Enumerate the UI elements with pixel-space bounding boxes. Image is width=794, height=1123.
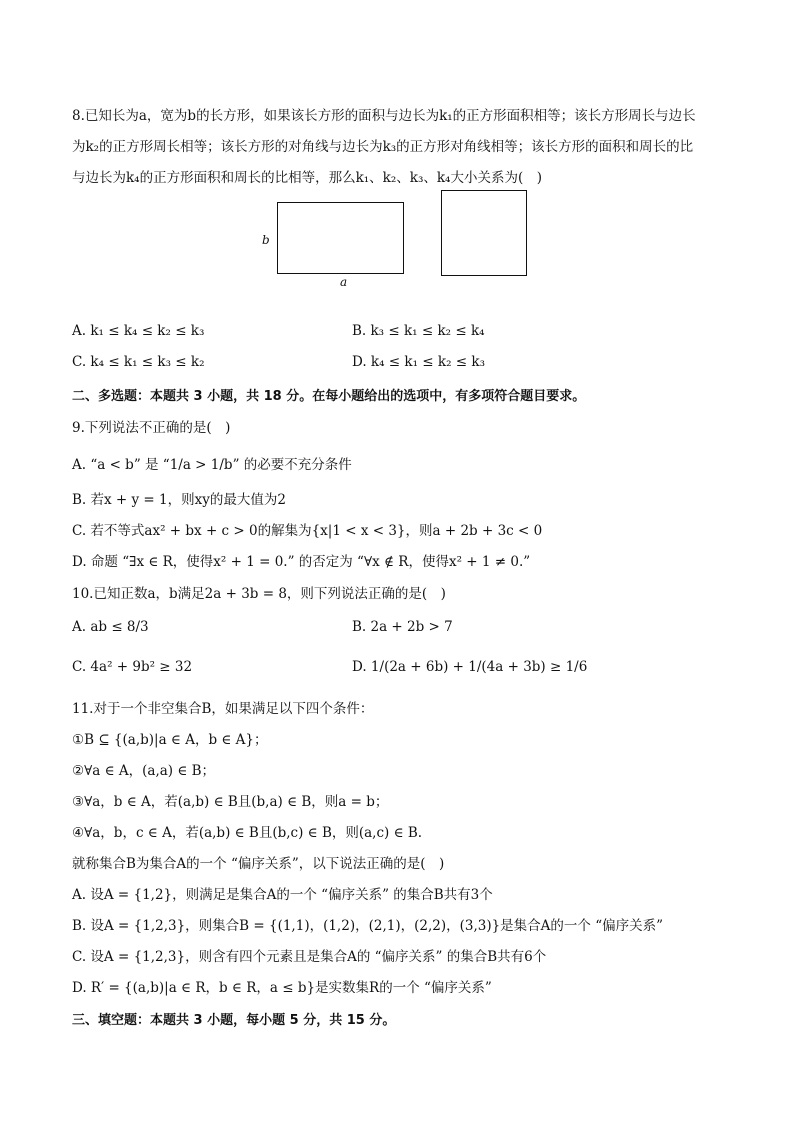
rectangle-shape <box>277 202 404 274</box>
q8-stem-line-2: 为k₂的正方形周长相等；该长方形的对角线与边长为k₃的正方形对角线相等；该长方形的面积和周长的比 <box>72 139 694 155</box>
q10-stem: 10.已知正数a，b满足2a + 3b = 8，则下列说法正确的是( ) <box>72 586 446 602</box>
q11-condition-1: ①B ⊆ {(a,b)|a ∈ A，b ∈ A}； <box>72 732 268 748</box>
q10-option-d: D. 1/(2a + 6b) + 1/(4a + 3b) ≥ 1/6 <box>352 659 588 675</box>
q8-option-b: B. k₃ ≤ k₁ ≤ k₂ ≤ k₄ <box>352 323 485 339</box>
q11-condition-3: ③∀a，b ∈ A，若(a,b) ∈ B且(b,a) ∈ B，则a = b； <box>72 794 389 810</box>
q8-option-c: C. k₄ ≤ k₁ ≤ k₃ ≤ k₂ <box>72 354 205 370</box>
q9-option-c: C. 若不等式ax² + bx + c > 0的解集为{x|1 < x < 3}，则a + 2b + 3c < 0 <box>72 523 543 539</box>
section-2-heading: 二、多选题：本题共 3 小题，共 18 分。在每小题给出的选项中，有多项符合题目要求。 <box>72 389 586 404</box>
q11-tail: 就称集合B为集合A的一个 “偏序关系”，以下说法正确的是( ) <box>72 856 445 872</box>
q11-stem: 11.对于一个非空集合B，如果满足以下四个条件： <box>72 701 374 717</box>
q10-option-a: A. ab ≤ 8/3 <box>72 619 149 635</box>
q9-option-d: D. 命题 “∃x ∈ R，使得x² + 1 = 0.” 的否定为 “∀x ∉ R，使得x² + 1 ≠ 0.” <box>72 554 531 570</box>
q9-option-a: A. “a < b” 是 “1/a > 1/b” 的必要不充分条件 <box>72 457 352 473</box>
q11-option-a: A. 设A = {1,2}，则满足是集合A的一个 “偏序关系” 的集合B共有3个 <box>72 887 493 903</box>
section-3-heading: 三、填空题：本题共 3 小题，每小题 5 分，共 15 分。 <box>72 1013 396 1028</box>
q11-condition-4: ④∀a，b，c ∈ A，若(a,b) ∈ B且(b,c) ∈ B，则(a,c) ∈ B. <box>72 825 423 841</box>
square-shape <box>441 190 527 276</box>
figure-label-b: b <box>262 233 270 247</box>
q10-option-b: B. 2a + 2b > 7 <box>352 619 453 635</box>
figure-label-a: a <box>340 275 348 289</box>
q11-option-d: D. R′ = {(a,b)|a ∈ R，b ∈ R，a ≤ b}是实数集R的一个 “偏序关系” <box>72 980 492 996</box>
q8-option-a: A. k₁ ≤ k₄ ≤ k₂ ≤ k₃ <box>72 323 205 339</box>
q11-condition-2: ②∀a ∈ A，(a,a) ∈ B； <box>72 763 216 779</box>
q8-stem-line-3: 与边长为k₄的正方形面积和周长的比相等，那么k₁、k₂、k₃、k₄大小关系为( ) <box>72 170 542 186</box>
q10-option-c: C. 4a² + 9b² ≥ 32 <box>72 659 193 675</box>
q11-option-c: C. 设A = {1,2,3}，则含有四个元素且是集合A的 “偏序关系” 的集合B共有6个 <box>72 949 547 965</box>
q8-option-d: D. k₄ ≤ k₁ ≤ k₂ ≤ k₃ <box>352 354 485 370</box>
q8-stem-line-1: 8.已知长为a，宽为b的长方形，如果该长方形的面积与边长为k₁的正方形面积相等；该长方形周长与边长 <box>72 108 696 124</box>
q9-stem: 9.下列说法不正确的是( ) <box>72 420 231 436</box>
q9-option-b: B. 若x + y = 1，则xy的最大值为2 <box>72 492 286 508</box>
q11-option-b: B. 设A = {1,2,3}，则集合B = {(1,1)，(1,2)，(2,1)，(2,2)，(3,3)}是集合A的一个 “偏序关系” <box>72 918 664 934</box>
